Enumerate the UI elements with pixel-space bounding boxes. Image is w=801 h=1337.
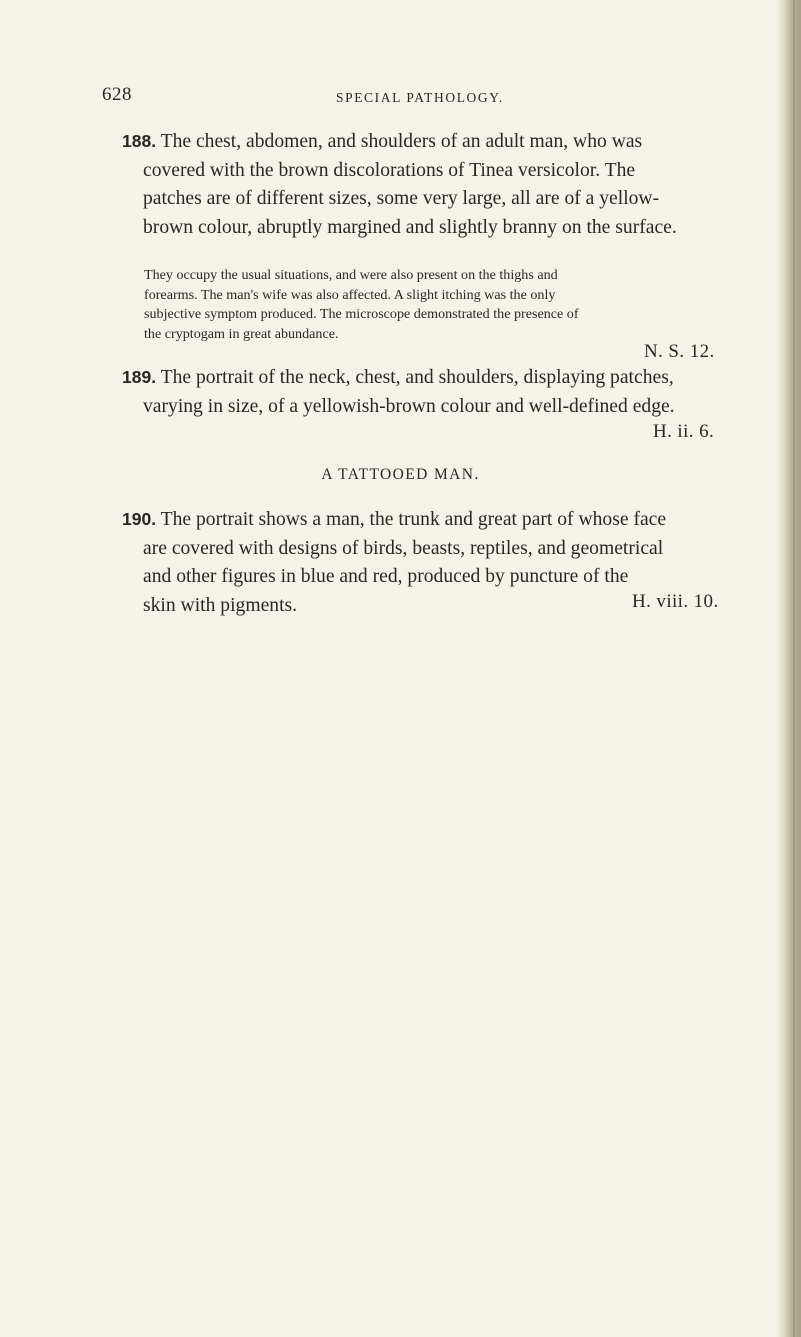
entry-188-note-line-1: They occupy the usual situations, and were also present on the thighs and	[144, 267, 558, 283]
entry-190-text-line-3: and other figures in blue and red, produced by puncture of the	[143, 566, 629, 588]
entry-190-text-line-1: The portrait shows a man, the trunk and great part of whose face	[160, 509, 667, 530]
entry-190-text-line-4: skin with pigments.	[143, 594, 298, 616]
page-edge-shadow	[777, 0, 801, 1337]
entry-188-note-line-2: forearms. The man's wife was also affected. A slight itching was the only	[144, 286, 556, 303]
entry-188-note-line-3: subjective symptom produced. The microscope demonstrated the presence of	[144, 306, 579, 323]
entry-188-line-1	[122, 127, 722, 157]
entry-188-text-line-3: patches are of different sizes, some very large, all are of a yellow-	[143, 188, 660, 210]
entry-188-text-line-4: brown colour, abruptly margined and slightly branny on the surface.	[143, 216, 677, 238]
entry-188-note-line-4: the cryptogam in great abundance.	[144, 325, 339, 342]
section-heading: A TATTOOED MAN.	[321, 466, 480, 483]
entry-189	[122, 363, 722, 421]
running-head: SPECIAL PATHOLOGY.	[336, 90, 504, 105]
entry-188-text-line-1: The chest, abdomen, and shoulders of an adult man, who was	[160, 131, 643, 152]
entry-188-number: 188.	[122, 131, 157, 151]
entry-190-line-1	[122, 505, 722, 535]
entry-189-number: 189.	[122, 367, 157, 387]
page-edge-line	[793, 0, 795, 1337]
entry-189-line-1	[122, 363, 722, 393]
entry-188-reference: N. S. 12.	[644, 341, 715, 362]
entry-188	[122, 127, 722, 242]
page-number: 628	[102, 84, 132, 105]
entry-190-number: 190.	[122, 509, 157, 529]
entry-188-text-line-2: covered with the brown discolorations of Tinea versicolor. The	[143, 159, 636, 181]
entry-190-text-line-2: are covered with designs of birds, beasts, reptiles, and geometrical	[143, 537, 664, 559]
entry-189-reference: H. ii. 6.	[653, 421, 715, 442]
entry-189-text-line-1: The portrait of the neck, chest, and shoulders, displaying patches,	[160, 367, 674, 388]
entry-188-note	[144, 266, 722, 344]
entry-189-text-line-2: varying in size, of a yellowish-brown colour and well-defined edge.	[143, 395, 675, 417]
entry-190-reference: H. viii. 10.	[632, 591, 719, 612]
